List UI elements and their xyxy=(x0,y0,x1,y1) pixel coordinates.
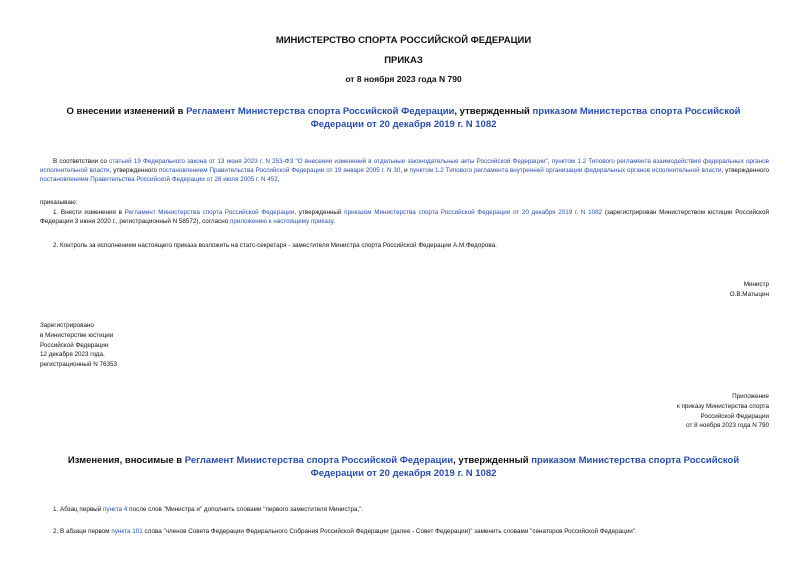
order-word: приказываю: xyxy=(40,199,78,206)
law-253-link[interactable]: статьей 19 Федерального закона от 13 июня 2023 г. N 253-ФЗ "О внесении изменений в отдельные законодательные акты Российской Федерации" xyxy=(109,158,548,165)
registration-block xyxy=(40,321,117,370)
order-item-1: 1. Внести изменения в Регламент Министерства спорта Российской Федерации, утвержденный приказом Министерства спорта Российской Федерации от 20 декабря 2019 г. N 1082 (зарегистрирован Министерством юстиции Российской Федерации 3 июня 2020 г., регистрационный N 58572), согласно приложению к настоящему приказу. xyxy=(40,209,769,225)
appendix-line: Приложение xyxy=(732,393,769,400)
preamble-paragraph: В соответствии со статьей 19 Федерального закона от 13 июня 2023 г. N 253-ФЗ "О внесении изменений в отдельные законодательные акты Российской Федерации", пунктом 1.2 Типового регламента взаимодействия федеральных органов исполнительной власти, утвержденного постановлением Правительства Российской Федерации от 19 января 2005 г. N 30, и пунктом 1.2 Типового регламента внутренней организации федеральных органов исполнительной власти, утвержденного постановлением Правительства Российской Федерации от 28 июля 2005 г. N 452, xyxy=(40,158,769,183)
order-item-2: 2. Контроль за исполнением настоящего приказа возложить на статс-секретаря - заместителя Министра спорта Российской Федерации А.М.Федорова. xyxy=(53,242,497,249)
resolution-30-link[interactable]: постановлением Правительства Российской Федерации от 19 января 2005 г. N 30 xyxy=(158,167,401,174)
doc-type-heading: ПРИКАЗ xyxy=(384,55,423,66)
registration-line: 12 декабря 2023 года, xyxy=(40,351,105,359)
change-item-1: 1. Абзац первый пункта 4 после слов "Министра и" дополнить словами "первого заместителя Министра,". xyxy=(53,506,364,513)
typical-reglament-interaction-link[interactable]: пунктом 1.2 Типового регламента взаимодействия федеральных органов исполнительной власти xyxy=(40,158,769,174)
item1-reglament-link[interactable]: Регламент Министерства спорта Российской Федерации xyxy=(124,209,295,216)
registration-line: регистрационный N 76353 xyxy=(40,361,118,369)
appendix-header xyxy=(677,392,769,431)
point-4-link[interactable]: пункта 4 xyxy=(102,506,128,513)
item1-order-link[interactable]: приказом Министерства спорта Российской Федерации от 20 декабря 2019 г. N 1082 xyxy=(344,209,603,216)
registration-line: Российской Федерации xyxy=(40,341,109,349)
order-1082-link[interactable]: приказом Министерства спорта Российской Федерации от 20 декабря 2019 г. N 1082 xyxy=(310,106,741,130)
reglament-link[interactable]: Регламент Министерства спорта Российской Федерации xyxy=(186,106,455,117)
changes-title: Изменения, вносимые в Регламент Министерства спорта Российской Федерации, утвержденный приказом Министерства спорта Российской Федерации от 20 декабря 2019 г. N 1082 xyxy=(67,455,740,479)
change-item-2: 2. В абзаце первом пункта 101 слова "членов Совета Федерации Федерального Собрания Российской Федерации (далее - Совет Федерации)" заменить словами "сенаторов Российской Федерации". xyxy=(53,528,637,535)
changes-reglament-link[interactable]: Регламент Министерства спорта Российской Федерации xyxy=(184,455,454,466)
signature-position: Министр xyxy=(743,281,769,288)
typical-reglament-internal-link[interactable]: пунктом 1.2 Типового регламента внутренней организации федеральных органов исполнительной власти xyxy=(409,167,722,174)
signature-name: О.В.Матыцин xyxy=(729,290,769,298)
appendix-line: к приказу Министерства спорта xyxy=(677,402,769,410)
registration-line: Зарегистрировано xyxy=(40,322,94,329)
appendix-line: от 8 ноября 2023 года N 790 xyxy=(686,422,769,430)
signature-block xyxy=(730,280,769,300)
appendix-line: Российской Федерации xyxy=(700,412,769,420)
changes-order-link[interactable]: приказом Министерства спорта Российской Федерации от 20 декабря 2019 г. N 1082 xyxy=(310,455,740,479)
date-number-heading: от 8 ноября 2023 года N 790 xyxy=(345,74,462,84)
registration-line: в Министерстве юстиции xyxy=(40,331,114,339)
ministry-heading: МИНИСТЕРСТВО СПОРТА РОССИЙСКОЙ ФЕДЕРАЦИИ xyxy=(275,35,532,46)
appendix-link[interactable]: приложению к настоящему приказу xyxy=(229,218,334,225)
resolution-452-link[interactable]: постановлением Правительства Российской Федерации от 28 июля 2005 г. N 452 xyxy=(40,176,278,183)
point-101-link[interactable]: пункта 101 xyxy=(111,528,143,535)
order-title: О внесении изменений в Регламент Министерства спорта Российской Федерации, утвержденный приказом Министерства спорта Российской Федерации от 20 декабря 2019 г. N 1082 xyxy=(66,106,741,130)
